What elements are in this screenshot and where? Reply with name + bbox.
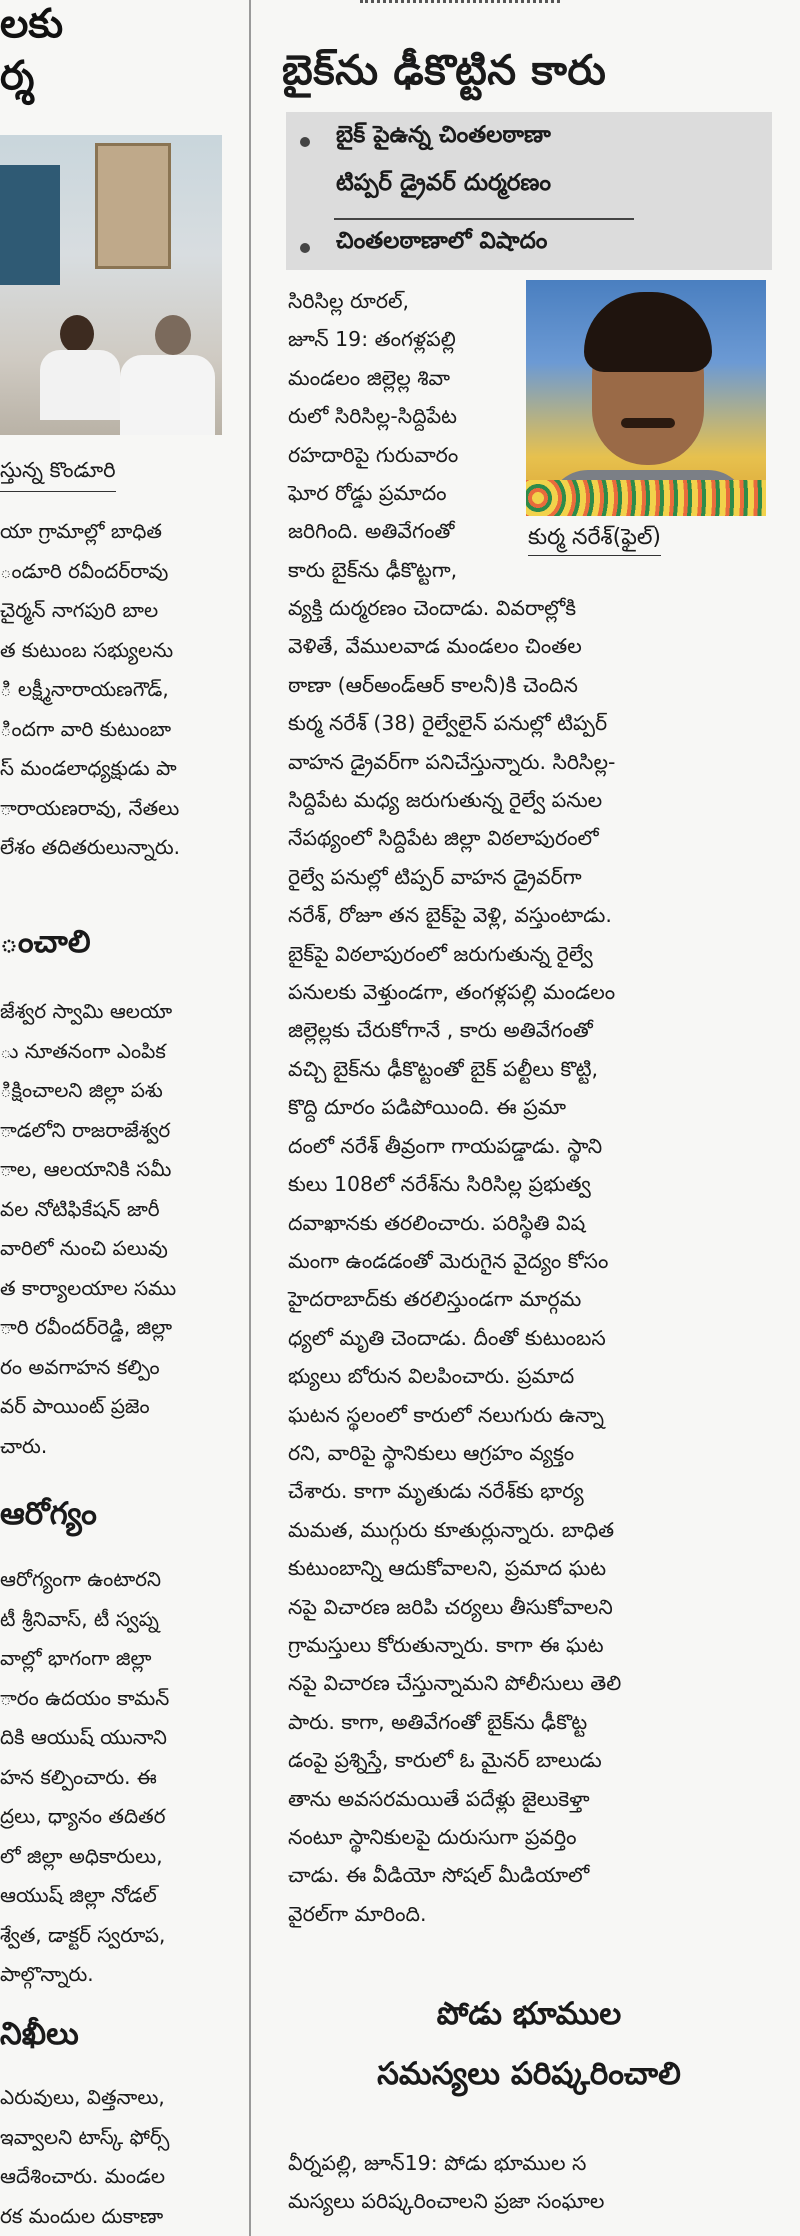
text-line: ాల, ఆలయానికి సమీ — [0, 1157, 172, 1181]
text-line: రహదారిపై గురువారం — [288, 442, 459, 467]
text-line: నరేశ్, రోజూ తన బైక్‌పై వెళ్లి, వస్తుంటాడు. — [288, 903, 612, 928]
text-line: రులో సిరిసిల్ల-సిద్దిపేట — [288, 404, 457, 429]
text-line: జేశ్వర స్వామి ఆలయా — [0, 999, 173, 1023]
text-line: వాహన డ్రైవర్‌గా పనిచేస్తున్నారు. సిరిసిల్ల- — [288, 749, 616, 774]
text-line: ఆదేశించారు. మండల — [0, 2164, 166, 2188]
text-line: పారు. కాగా, అతివేగంతో బైక్‌ను ఢీకొట్ట — [288, 1709, 588, 1734]
deck-item-2-text: చింతలఠాణాలో విషాదం — [336, 228, 548, 254]
text-line: ిక్షించాలని జిల్లా పశు — [0, 1078, 163, 1102]
text-line: జిల్లెల్లకు చేరుకోగానే , కారు అతివేగంతో — [288, 1018, 593, 1043]
text-line: స్ మండలాధ్యక్షుడు పా — [0, 756, 177, 780]
text-line: రైల్వే పనుల్లో టిప్పర్ వాహన డ్రైవర్‌గా — [288, 864, 582, 889]
text-line: చైర్మన్ నాగపురి బాల — [0, 598, 159, 622]
text-line: నపై విచారణ చేస్తున్నామని పోలీసులు తెలి — [288, 1671, 622, 1696]
text-line: కుర్మ నరేశ్ (38) రైల్వేలైన్ పనుల్లో టిప్పర్ — [288, 711, 608, 736]
text-line: ు నూతనంగా ఎంపిక — [0, 1038, 166, 1063]
text-line: రం అవగాహన కల్పిం — [0, 1354, 160, 1379]
deck-item-1-line-2: టిప్పర్ డ్రైవర్ దుర్మరణం — [336, 170, 552, 196]
photo-person-body — [40, 350, 120, 420]
text-line: వచ్చి బైక్‌ను ఢీకొట్టంతో బైక్ పల్టీలు కొట్టి, — [288, 1056, 599, 1081]
text-line: ద్రలు, ధ్యానం తదితర — [0, 1804, 166, 1828]
text-line: దికి ఆయుష్ యునాని — [0, 1725, 167, 1749]
text-line: ఎరువులు, విత్తనాలు, — [0, 2085, 165, 2109]
text-line: తాను అవసరమయితే పదేళ్లు జైలుకెళ్తా — [288, 1786, 590, 1811]
text-line: చారు. — [0, 1433, 48, 1458]
second-article-headline-line-2: సమస్యలు పరిష్కరించాలి — [377, 2056, 681, 2092]
text-line: హైదరాబాద్‌కు తరలిస్తుండగా మార్గమ — [288, 1287, 582, 1312]
text-line: వెళితే, వేములవాడ మండలం చింతల — [288, 634, 582, 659]
text-line: ారం ఉదయం కామన్ — [0, 1685, 170, 1710]
article-deck — [286, 112, 772, 270]
text-line: వారిలో నుంచి పలువు — [0, 1236, 168, 1260]
article-headline: బైక్‌ను ఢీకొట్టిన కారు — [282, 46, 607, 94]
text-line: పాల్గొన్నారు. — [0, 1962, 94, 1986]
second-article-headline-line-1: పోడు భూముల — [436, 1996, 622, 2032]
left-para-3 — [0, 1560, 238, 1995]
text-line: నపై విచారణ జరిపి చర్యలు తీసుకోవాలని — [288, 1594, 613, 1619]
left-headline-line-2: ర్శ — [0, 53, 35, 99]
text-line: వీర్నపల్లి, జూన్19: పోడు భూముల స — [288, 2151, 587, 2175]
text-line: మండలం జిల్లెల్ల శివా — [288, 365, 451, 390]
text-line: పనులకు వెళ్తుండగా, తంగళ్లపల్లి మండలం — [288, 980, 616, 1005]
left-para-1 — [0, 512, 238, 868]
text-line: కుటుంబాన్ని ఆదుకోవాలని, ప్రమాద ఘట — [288, 1556, 607, 1581]
text-line: ారాయణరావు, నేతలు — [0, 795, 180, 820]
left-headline-line-1: లకు — [0, 1, 64, 47]
left-column — [0, 0, 238, 2236]
text-line: గ్రామస్తులు కోరుతున్నారు. కాగా ఈ ఘట — [288, 1632, 604, 1657]
text-line: సిద్దిపేట మధ్య జరుగుతున్న రైల్వే పనుల — [288, 788, 603, 813]
text-line: వాల్లో భాగంగా జిల్లా — [0, 1646, 152, 1670]
text-line: కులు 108లో నరేశ్‌ను సిరిసిల్ల ప్రభుత్వ — [288, 1172, 591, 1197]
text-line: ండూరి రవీందర్‌రావు — [0, 558, 169, 583]
text-line: భ్యులు బోరున విలపించారు. ప్రమాద — [288, 1364, 575, 1389]
portrait-caption: కుర్మ నరేశ్(ఫైల్) — [528, 525, 661, 556]
text-line: దవాఖానకు తరలించారు. పరిస్థితి విష — [288, 1210, 586, 1235]
text-line: చేశారు. కాగా మృతుడు నరేశ్‌కు భార్య — [288, 1479, 584, 1504]
text-line: దంలో నరేశ్ తీవ్రంగా గాయపడ్డాడు. స్థాని — [288, 1133, 603, 1158]
text-line: ధ్యలో మృతి చెందాడు. దీంతో కుటుంబస — [288, 1325, 606, 1350]
text-line: యా గ్రామాల్లో బాధిత — [0, 519, 162, 543]
left-subhead-2: ఆరోగ్యం — [0, 1496, 97, 1532]
deck-item-1-line-1: బైక్ పైఉన్న చింతలఠాణా — [336, 122, 551, 148]
deck-divider — [334, 218, 634, 220]
left-photo — [0, 135, 222, 435]
text-line: ిందగా వారి కుటుంబా — [0, 716, 172, 741]
text-line: కొద్ది దూరం పడిపోయింది. ఈ ప్రమా — [288, 1095, 566, 1120]
second-article-body — [288, 2144, 772, 2221]
photo-person-body — [120, 355, 215, 435]
article-body-narrow — [288, 282, 772, 589]
text-line: టీ శ్రీనివాస్, టీ స్వప్న — [0, 1606, 159, 1631]
text-line: డంపై ప్రశ్నిస్తే, కారులో ఓ మైనర్ బాలుడు — [288, 1748, 602, 1773]
text-line: మమత, ముగ్గురు కూతుర్లున్నారు. బాధిత — [288, 1517, 615, 1542]
text-line: నంటూ స్థానికులపై దురుసుగా ప్రవర్తిం — [288, 1825, 577, 1849]
left-subhead-3: నిఖీలు — [0, 2016, 79, 2052]
main-article — [260, 0, 800, 2236]
article-body — [288, 589, 772, 1933]
text-line: ఘటన స్థలంలో కారులో నలుగురు ఉన్నా — [288, 1402, 604, 1427]
text-line: బైక్‌పై విఠలాపురంలో జరుగుతున్న రైల్వే — [288, 941, 593, 966]
text-line: ారి రవీందర్‌రెడ్డి, జిల్లా — [0, 1315, 173, 1339]
text-line: ఇవ్వాలని టాస్క్ ఫోర్స్ — [0, 2124, 170, 2149]
left-para-2 — [0, 992, 238, 1466]
text-line: కారు బైక్‌ను ఢీకొట్టగా, — [288, 557, 458, 582]
text-line: సిరిసిల్ల రూరల్, — [288, 289, 410, 313]
column-divider — [249, 0, 251, 2236]
text-line: లో జిల్లా అధికారులు, — [0, 1843, 163, 1868]
photo-person-head — [155, 315, 191, 355]
text-line: మస్యలు పరిష్కరించాలని ప్రజా సంఘాల — [288, 2189, 605, 2214]
text-line: రని, వారిపై స్థానికులు ఆగ్రహం వ్యక్తం — [288, 1440, 575, 1465]
bullet-icon — [300, 137, 310, 147]
text-line: ఠాణా (ఆర్అండ్ఆర్ కాలనీ)కి చెందిన — [288, 672, 578, 697]
photo-person-head — [60, 315, 94, 353]
text-line: వల నోటిఫికేషన్ జారీ — [0, 1196, 160, 1221]
text-line: త కుటుంబ సభ్యులను — [0, 637, 174, 662]
text-line: హన కల్పించారు. ఈ — [0, 1764, 157, 1789]
text-line: ఆరోగ్యంగా ఉంటారని — [0, 1567, 162, 1591]
photo-frame-shape — [95, 143, 171, 269]
text-line: జరిగింది. అతివేగంతో — [288, 519, 455, 544]
text-line: ాడలోని రాజరాజేశ్వర — [0, 1117, 171, 1142]
text-line: ఆయుష్ జిల్లా నోడల్ — [0, 1883, 157, 1907]
text-line: లేశం తదితరులున్నారు. — [0, 835, 181, 859]
text-line: వైరల్‌గా మారింది. — [288, 1901, 427, 1926]
text-line: వ్యక్తి దుర్మరణం చెందాడు. వివరాల్లోకి — [288, 596, 577, 620]
photo-window-shape — [0, 165, 60, 285]
text-line: ఘోర రోడ్డు ప్రమాదం — [288, 481, 447, 506]
text-line: ి లక్ష్మీనారాయణగౌడ్, — [0, 677, 169, 701]
left-subhead-1: ంచాలి — [0, 924, 91, 960]
text-line: చాడు. ఈ వీడియో సోషల్ మీడియాలో — [288, 1863, 590, 1888]
text-line: నేపథ్యంలో సిద్దిపేట జిల్లా విఠలాపురంలో — [288, 826, 599, 851]
text-line: రక మందుల దుకాణా — [0, 2203, 164, 2228]
clipped-text-sliver — [360, 0, 560, 9]
left-para-4 — [0, 2078, 238, 2236]
text-line: త కార్యాలయాల సము — [0, 1275, 177, 1300]
text-line: వర్ పాయింట్ ప్రజెం — [0, 1394, 150, 1418]
text-line: శ్వేత, డాక్టర్ స్వరూప, — [0, 1922, 166, 1947]
left-photo-caption: స్తున్న కొండూరి — [0, 458, 116, 492]
bullet-icon — [300, 243, 310, 253]
text-line: జూన్ 19: తంగళ్లపల్లి — [288, 327, 456, 352]
text-line: మంగా ఉండడంతో మెరుగైన వైద్యం కోసం — [288, 1248, 609, 1273]
